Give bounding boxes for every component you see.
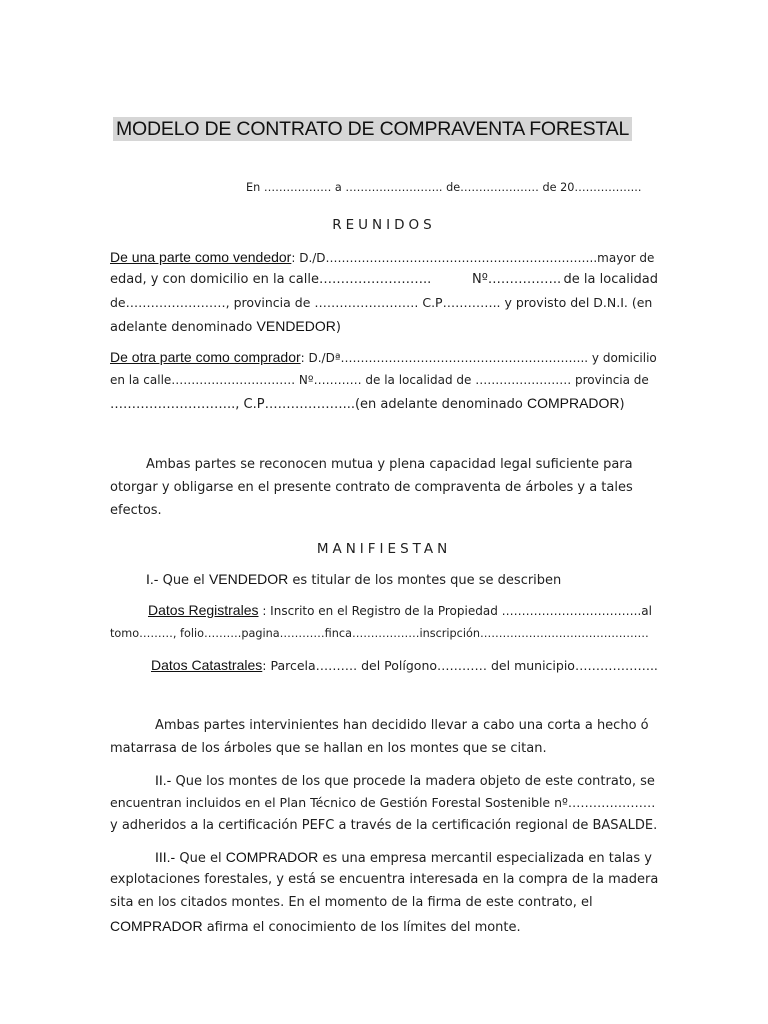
vendedor-line-1-text: : D./D…………………………………………………………..mayor de — [291, 251, 655, 265]
clause-3-text-a: Que el — [175, 851, 226, 866]
document-title: MODELO DE CONTRATO DE COMPRAVENTA FORESTAL — [113, 117, 632, 141]
vendedor-line-3: de……………………, provincia de ……………………. C.P………….. y provisto del D.N.I. (en — [110, 295, 653, 310]
vendedor-close-paren: ) — [335, 320, 341, 335]
clause-1-vendedor: VENDEDOR — [208, 571, 289, 587]
datos-catastrales-text: : Parcela………. del Polígono………… del municipio……………….. — [262, 658, 658, 673]
comprador-line-1-text: : D./Dª…………………………………………………….. y domicilio — [300, 351, 657, 365]
clause-2-text: Que los montes de los que procede la madera objeto de este contrato, se — [171, 774, 655, 789]
clause-3-comprador-2: COMPRADOR — [110, 918, 203, 934]
ambas2-line-2: matarrasa de los árboles que se hallan en los montes que se citan. — [110, 741, 547, 756]
datos-registrales-label: Datos Registrales — [148, 602, 259, 618]
comprador-term: COMPRADOR — [526, 395, 620, 411]
datos-registrales-line-1 — [148, 602, 658, 619]
clause-1-number: I.- — [146, 571, 159, 587]
ambas2-line-1: Ambas partes intervinientes han decidido llevar a cabo una corta a hecho ó — [155, 718, 649, 733]
ambas-line-3: efectos. — [110, 503, 162, 518]
vendedor-line-1 — [110, 249, 658, 266]
datos-catastrales-label: Datos Catastrales — [151, 657, 263, 673]
vendedor-denominado: adelante denominado — [110, 320, 253, 335]
vendedor-locality: de la localidad — [563, 272, 658, 287]
clause-3-text-end: afirma el conocimiento de los límites del monte. — [202, 920, 521, 935]
ambas-line-2: otorgar y obligarse en el presente contrato de compraventa de árboles y a tales — [110, 480, 633, 495]
comprador-cp: ……………………….., C.P………………...(en adelante denominado — [110, 397, 523, 412]
manifiestan-heading: MANIFIESTAN — [316, 541, 452, 557]
clause-2-line-1 — [155, 772, 658, 790]
datos-registrales-line-2: tomo………, folio……….pagina…………finca………………inscripción……………………………………… — [110, 627, 649, 640]
comprador-line-2: en la calle…………………………. Nº………… de la localidad de …………………… provincia de — [110, 373, 649, 387]
clause-3-number: III.- — [155, 849, 176, 865]
vendedor-address: edad, y con domicilio en la calle…………………….. — [110, 272, 432, 287]
clause-2-line-3: y adheridos a la certificación PEFC a través de la certificación regional de BASALDE. — [110, 818, 658, 833]
clause-3-line-4 — [110, 918, 658, 936]
clause-3-line-1 — [155, 849, 658, 867]
vendedor-label: De una parte como vendedor — [110, 249, 292, 265]
clause-1-text-c: es titular de los montes que se describen — [288, 573, 562, 588]
vendedor-line-2 — [110, 272, 658, 288]
comprador-label: De otra parte como comprador — [110, 349, 301, 365]
vendedor-term: VENDEDOR — [256, 318, 336, 334]
ambas-line-1: Ambas partes se reconocen mutua y plena capacidad legal suficiente para — [146, 457, 633, 472]
clause-3-comprador: COMPRADOR — [225, 849, 319, 865]
comprador-close-paren: ) — [619, 397, 625, 412]
vendedor-line-4 — [110, 318, 658, 336]
clause-1-text-a: Que el — [158, 573, 209, 588]
comprador-line-3 — [110, 395, 658, 413]
datos-registrales-text: : Inscrito en el Registro de la Propiedad ……………………………..al — [258, 604, 652, 618]
comprador-line-1 — [110, 349, 658, 366]
clause-2-line-2: encuentran incluidos en el Plan Técnico de Gestión Forestal Sostenible nº………………… — [110, 795, 656, 810]
reunidos-heading: REUNIDOS — [332, 217, 436, 233]
clause-3-line-2: explotaciones forestales, y está se encuentra interesada en la compra de la madera — [110, 872, 659, 887]
clause-1 — [146, 571, 658, 589]
clause-2-number: II.- — [155, 772, 172, 788]
clause-3-text-c: es una empresa mercantil especializada en talas y — [318, 851, 652, 866]
vendedor-number: Nº…………….. — [472, 272, 562, 287]
clause-3-line-3: sita en los citados montes. En el momento de la firma de este contrato, el — [110, 895, 593, 910]
datos-catastrales-line — [151, 657, 658, 674]
place-date-line: En ……………… a …………………….. de………………… de 20……………... — [246, 181, 642, 194]
